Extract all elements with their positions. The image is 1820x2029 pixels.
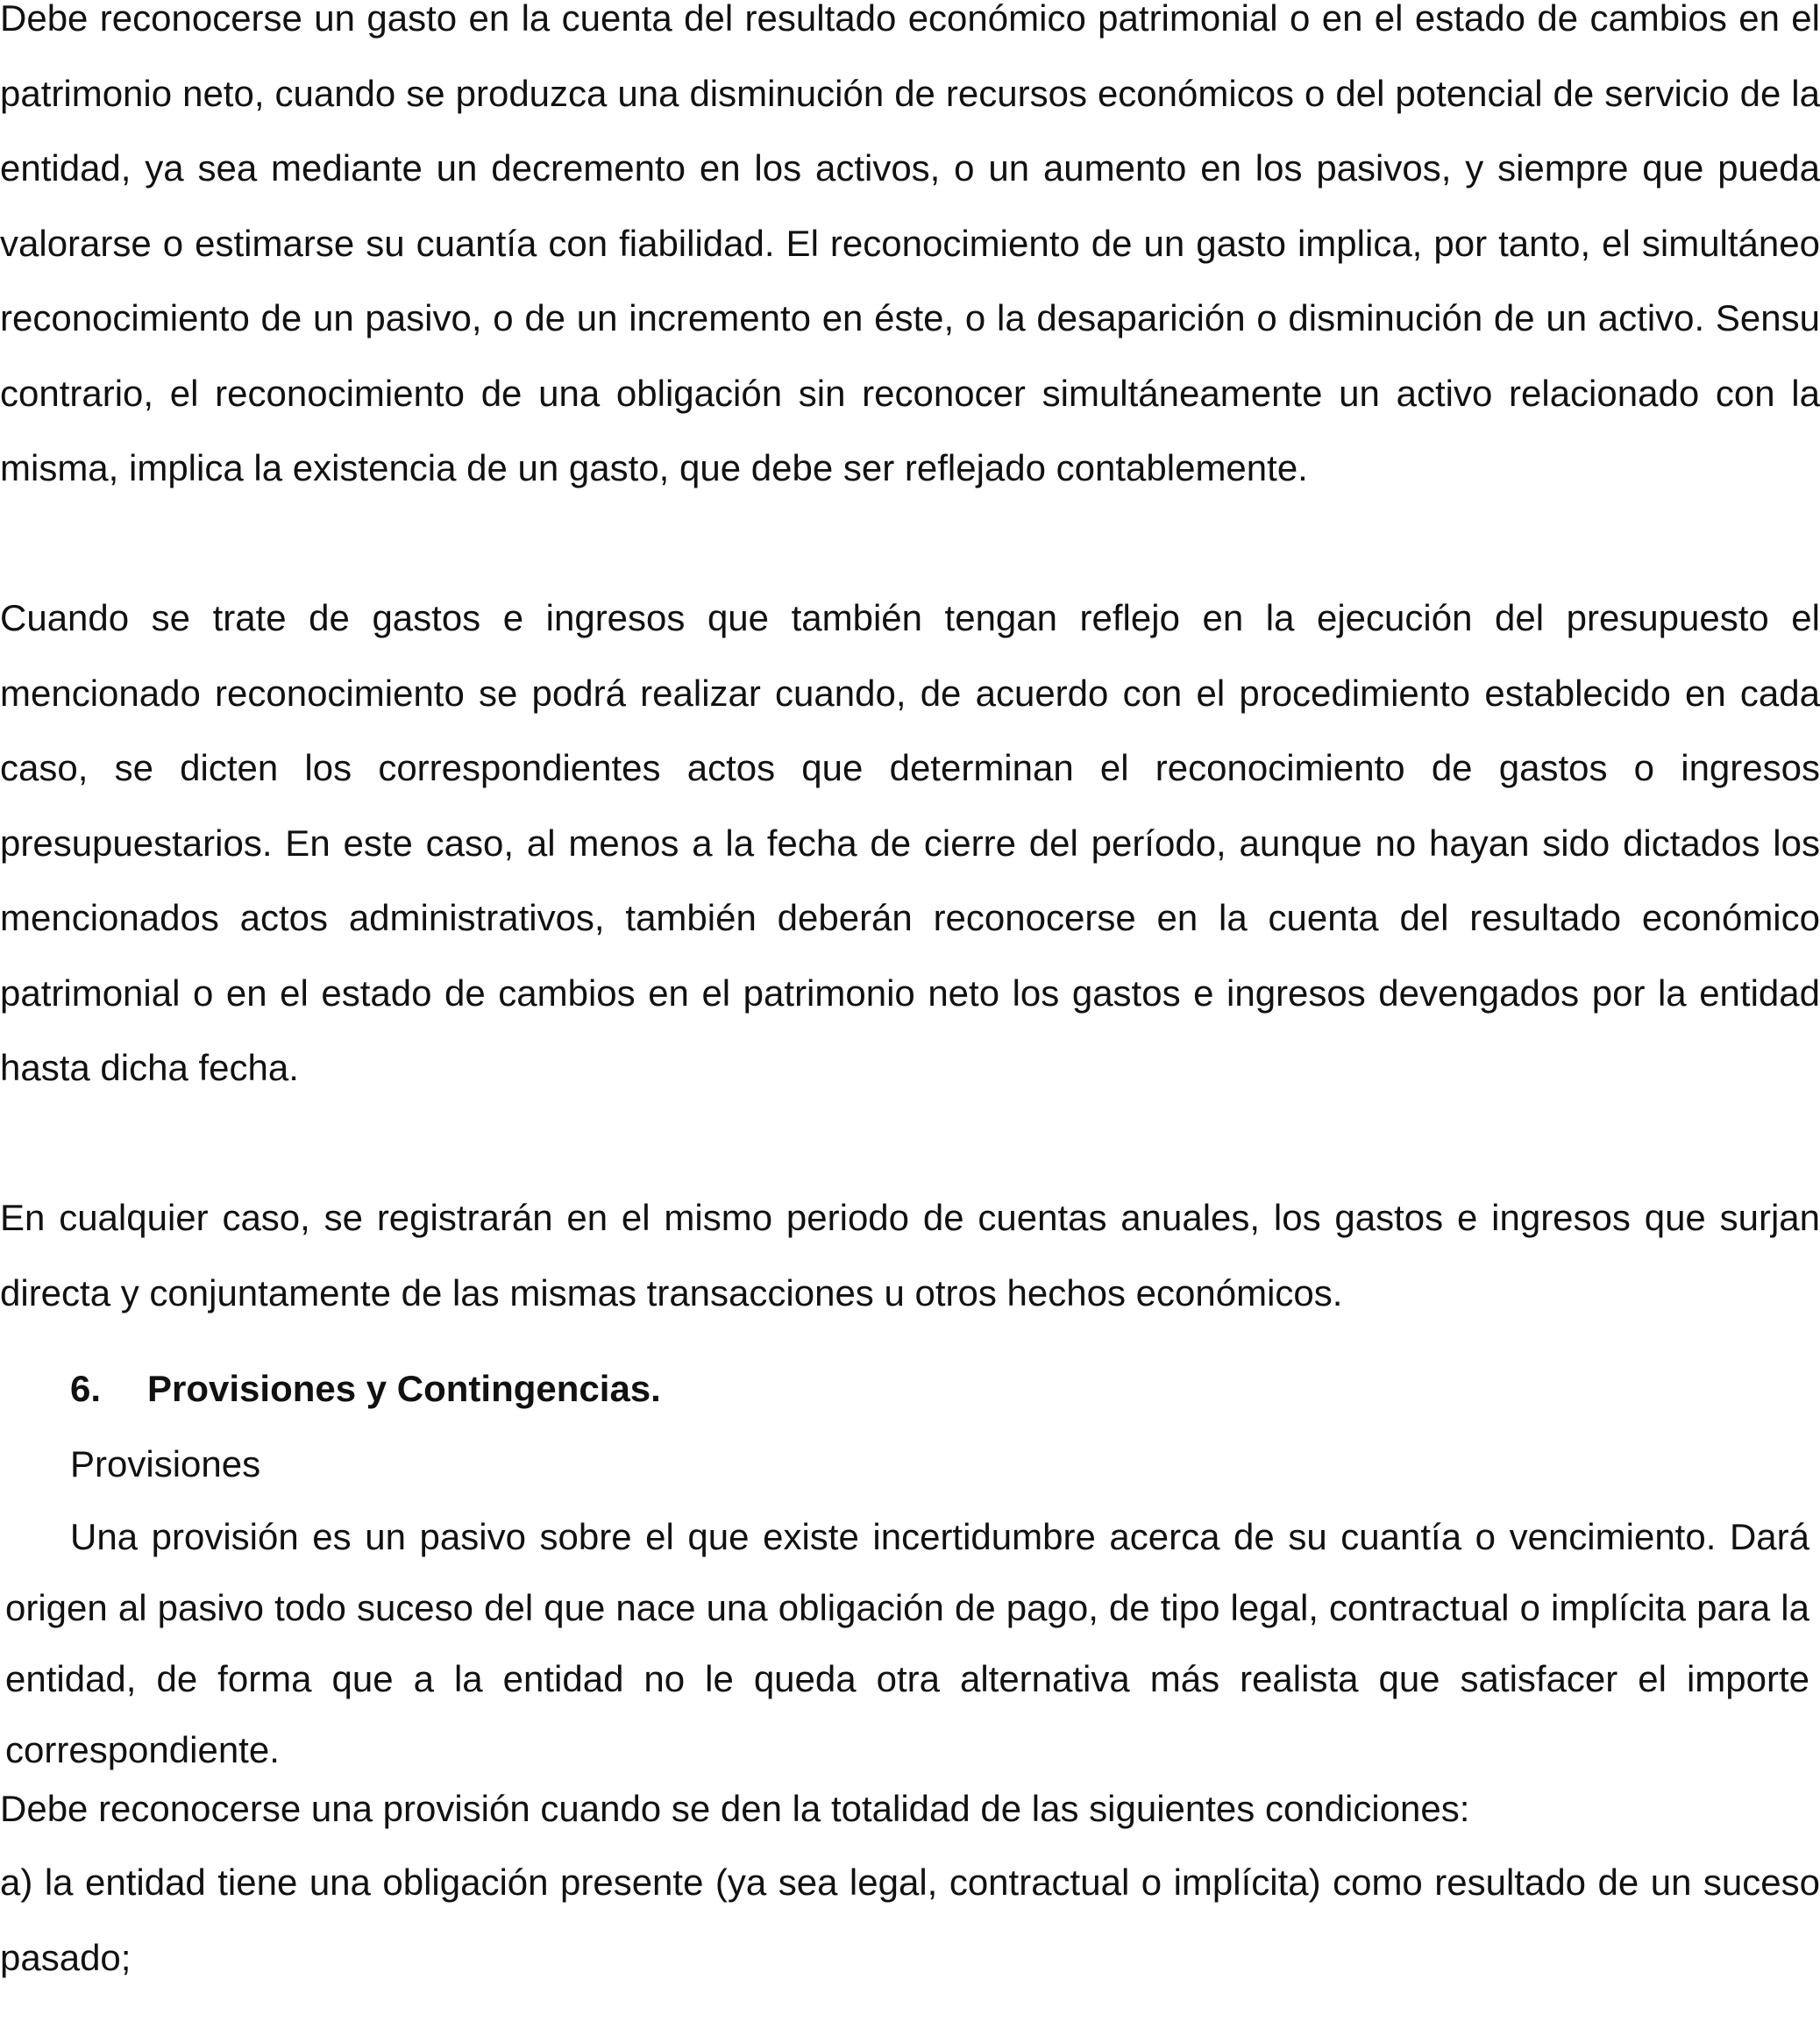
section-subtitle: Provisiones bbox=[70, 1443, 261, 1484]
section-number: 6. bbox=[70, 1368, 102, 1409]
paragraph-gasto-recognition: Debe reconocerse un gasto en la cuenta del resultado económico patrimonial o en el estado de cambios en el patrimonio neto, cuando se produzca una disminución de recursos económicos o del potencial de servicio de la entidad, ya sea mediante un decremento en los activos, o un aumento en los pasivos, y siempre que pueda valorarse o estimarse su cuantía con fiabilidad. El reconocimiento de un gasto implica, por tanto, el simultáneo reconocimiento de un pasivo, o de un incremento en éste, o la desaparición o disminución de un activo. Sensu contrario, el reconocimiento de una obligación sin reconocer simultáneamente un activo relacionado con la misma, implica la existencia de un gasto, que debe ser reflejado contablemente. bbox=[0, 0, 1820, 488]
section-heading bbox=[70, 1363, 661, 1415]
paragraph-condition-a: a) la entidad tiene una obligación presente (ya sea legal, contractual o implícita) como resultado de un suceso pasado; bbox=[0, 1862, 1820, 1978]
paragraph-presupuesto: Cuando se trate de gastos e ingresos que también tengan reflejo en la ejecución del presupuesto el mencionado reconocimiento se podrá realizar cuando, de acuerdo con el procedimiento establecido en cada caso, se dicten los correspondientes actos que determinan el reconocimiento de gastos o ingresos presupuestarios. En este caso, al menos a la fecha de cierre del período, aunque no hayan sido dictados los mencionados actos administrativos, también deberán reconocerse en la cuenta del resultado económico patrimonial o en el estado de cambios en el patrimonio neto los gastos e ingresos devengados por la entidad hasta dicha fecha. bbox=[0, 597, 1820, 1088]
paragraph-provision-conditions: Debe reconocerse una provisión cuando se den la totalidad de las siguientes condiciones: bbox=[0, 1788, 1470, 1829]
paragraph-provision-definition: Una provisión es un pasivo sobre el que existe incertidumbre acerca de su cuantía o vencimiento. Dará origen al pasivo todo suceso del que nace una obligación de pago, de tipo legal, contractual o implícita para la entidad, de forma que a la entidad no le queda otra alternativa más realista que satisfacer el importe correspondiente. bbox=[5, 1516, 1809, 1770]
section-title: Provisiones y Contingencias. bbox=[147, 1368, 661, 1409]
paragraph-cualquier-caso: En cualquier caso, se registrarán en el mismo periodo de cuentas anuales, los gastos e ingresos que surjan directa y conjuntamente de las mismas transacciones u otros hechos económicos. bbox=[0, 1197, 1820, 1314]
